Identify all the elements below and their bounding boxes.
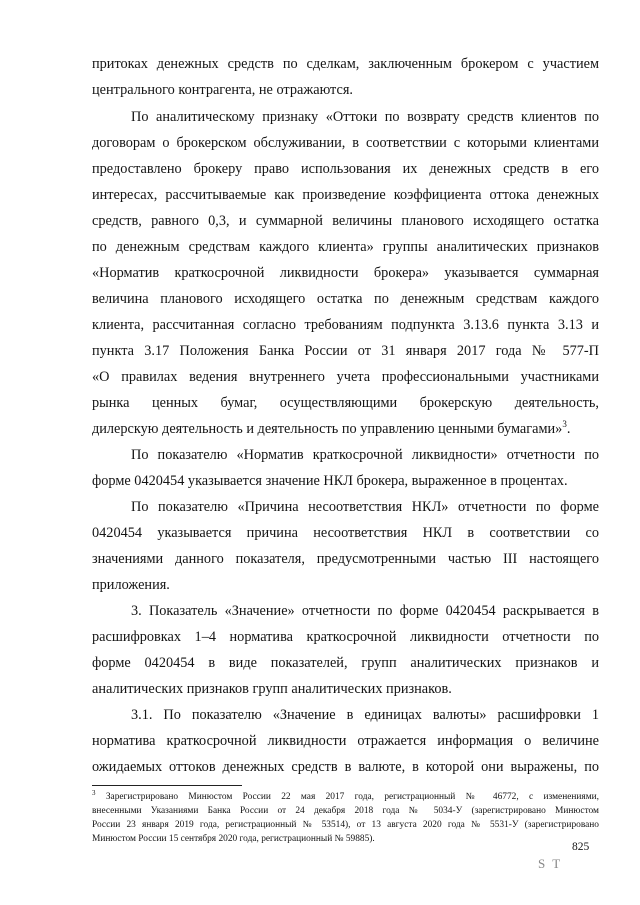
body-text-line: аналитических признаков групп аналитических признаков. (92, 681, 452, 697)
body-text-line: договорам о брокерском обслуживании, в соответствии с которыми клиентами (92, 135, 599, 151)
body-text-line: приложения. (92, 577, 170, 593)
paragraph-first-line: По показателю «Причина несоответствия НКЛ» отчетности по форме (131, 499, 599, 515)
body-text-line: интересах, рассчитываемые как произведение коэффициента оттока денежных (92, 187, 599, 203)
footnote-line: внесенными Указаниями Банка России от 24 декабря 2018 года № 5034-У (зарегистрировано Минюстом (92, 806, 599, 816)
body-text-line: значениями данного показателя, предусмотренными частью III настоящего (92, 551, 599, 567)
footnote-reference: 3 (562, 419, 567, 430)
body-text-segment: дилерскую деятельность и деятельность по управлению ценными бумагами» (92, 421, 563, 437)
body-text-line: расшифровках 1–4 норматива краткосрочной ликвидности отчетности по (92, 629, 599, 645)
body-text-line: величина планового исходящего остатка по денежным средствам каждого (92, 291, 599, 307)
footnote-marker: 3 (92, 788, 96, 797)
handwritten-mark: S T (538, 856, 563, 871)
body-text-line: рынка ценных бумаг, осуществляющими брокерскую деятельность, (92, 395, 599, 411)
footnote-line: России 23 января 2019 года, регистрационный № 53514), от 13 августа 2020 года № 5531-У (зарегистрировано (92, 820, 599, 830)
paragraph-first-line: По показателю «Норматив краткосрочной ликвидности» отчетности по (131, 447, 599, 463)
body-text-line: центрального контрагента, не отражаются. (92, 82, 353, 98)
body-text-line-with-footnote (92, 416, 599, 442)
body-text-line: предоставлено брокеру право использования их денежных средств в его (92, 161, 599, 177)
footnote-text: Зарегистрировано Минюстом России 22 мая 2017 года, регистрационный № 46772, с изменениями, (105, 792, 600, 802)
body-text-line: клиента, рассчитанная согласно требованиям подпункта 3.13.6 пункта 3.13 и (92, 317, 599, 333)
body-text-line: притоках денежных средств по сделкам, заключенным брокером с участием (92, 56, 599, 72)
body-text-line: форме 0420454 в виде показателей, групп аналитических признаков и (92, 655, 599, 671)
body-text-line: форме 0420454 указывается значение НКЛ брокера, выраженное в процентах. (92, 473, 568, 489)
body-text-line: по денежным средствам каждого клиента» группы аналитических признаков (92, 239, 599, 255)
footnote-divider (92, 785, 242, 786)
paragraph-first-line: 3. Показатель «Значение» отчетности по форме 0420454 раскрывается в (131, 603, 599, 619)
body-text-line: 0420454 указывается причина несоответствия НКЛ в соответствии со (92, 525, 599, 541)
body-text-line: «О правилах ведения внутреннего учета профессиональными участниками (92, 369, 599, 385)
body-text-line: «Норматив краткосрочной ликвидности брокера» указывается суммарная (92, 265, 599, 281)
body-text-line: ожидаемых оттоков денежных средств в валюте, в которой они выражены, по (92, 759, 599, 775)
body-text-line: средств, равного 0,3, и суммарной величины планового исходящего остатка (92, 213, 599, 229)
footnote-line (92, 790, 599, 804)
body-text-line: пункта 3.17 Положения Банка России от 31 января 2017 года № 577-П (92, 343, 599, 359)
body-text-line: норматива краткосрочной ликвидности отражается информация о величине (92, 733, 599, 749)
paragraph-first-line: По аналитическому признаку «Оттоки по возврату средств клиентов по (131, 109, 599, 125)
footnote-line: Минюстом России 15 сентября 2020 года, регистрационный № 59885). (92, 834, 375, 844)
sentence-period: . (566, 421, 571, 437)
page-number: 825 (572, 841, 590, 853)
paragraph-first-line: 3.1. По показателю «Значение в единицах валюты» расшифровки 1 (131, 707, 599, 723)
